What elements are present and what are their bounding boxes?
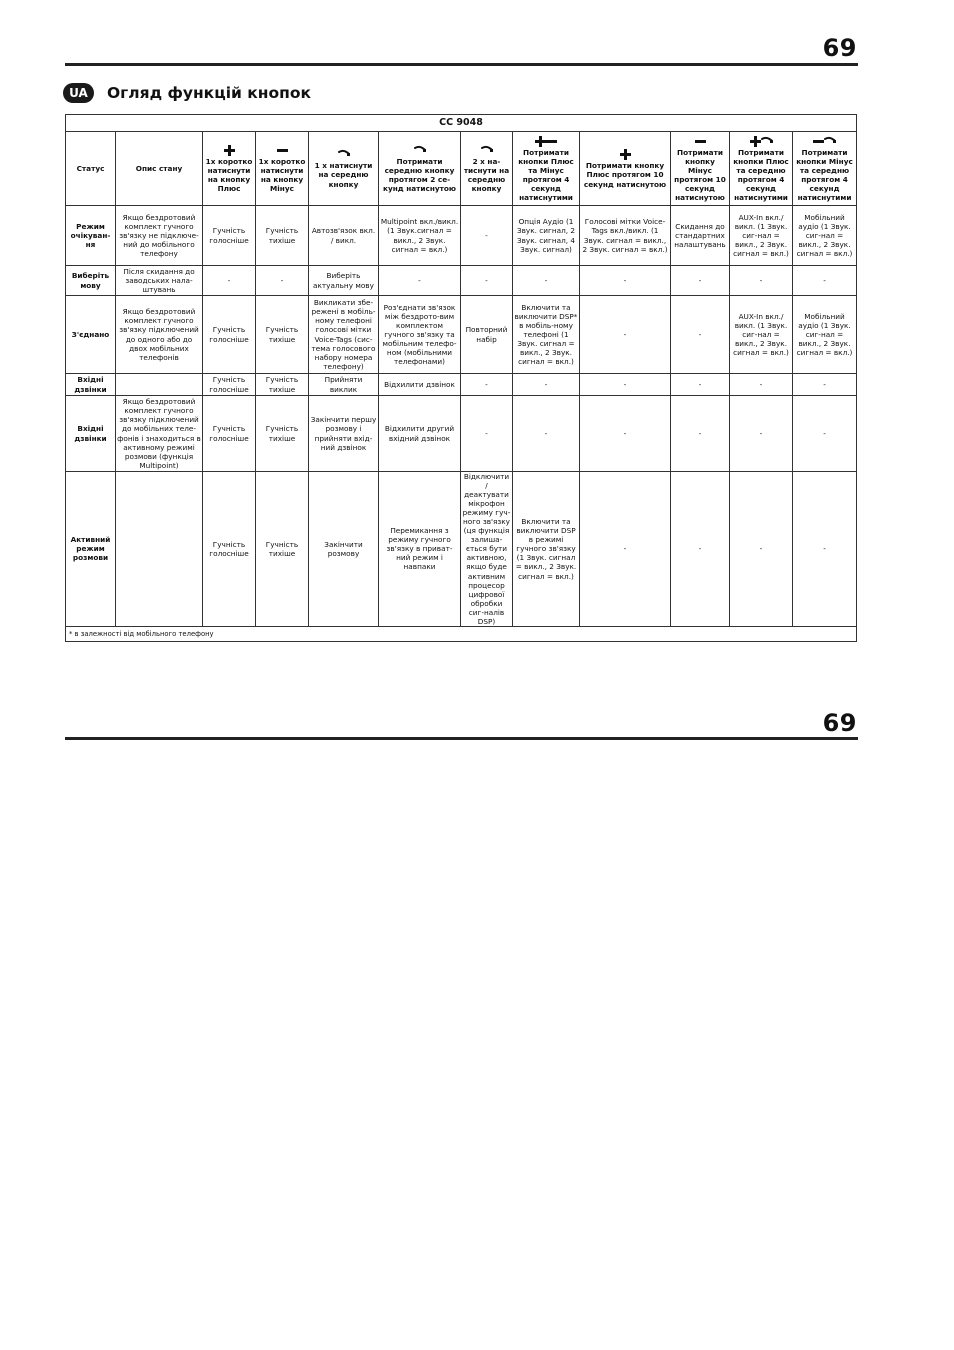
bottom-rule (65, 737, 858, 740)
footnote: * в залежності від мобільного телефону (66, 626, 857, 641)
function-header (513, 132, 580, 206)
header-row (66, 132, 857, 206)
status-cell: Виберіть мову (66, 266, 116, 296)
status-cell: З'єднано (66, 296, 116, 374)
function-header-label: 1x коротко натиснути на кнопку Плюс (205, 156, 253, 194)
function-cell: Гучність голосніше (203, 396, 256, 472)
function-header (256, 132, 309, 206)
description-cell (116, 472, 203, 627)
function-cell: - (730, 472, 793, 627)
function-cell: - (203, 266, 256, 296)
button-functions-table (65, 114, 857, 642)
top-rule (65, 63, 858, 66)
function-header-label: 1x коротко натиснути на кнопку Мінус (258, 156, 306, 194)
function-cell: Гучність голосніше (203, 374, 256, 396)
plus-icon (535, 134, 546, 148)
phone-icon (414, 143, 426, 157)
function-cell: - (671, 296, 730, 374)
function-header-label: 1 x натиснути на середню кнопку (314, 161, 373, 189)
function-cell: Відхилити дзвінок (379, 374, 461, 396)
model-name: CC 9048 (66, 115, 857, 132)
function-header-label: Потримати середню кнопку протягом 2 се-кунд натиснутою (383, 156, 456, 194)
function-cell: Закінчити першу розмову і прийняти вхід-ний дзвінок (309, 396, 379, 472)
function-cell: - (671, 266, 730, 296)
function-header (379, 132, 461, 206)
function-cell: Перемикання з режиму гучного зв'язку в приват-ний режим і навпаки (379, 472, 461, 627)
function-cell: - (671, 396, 730, 472)
page-number-top: 69 (822, 34, 857, 62)
function-cell: - (730, 374, 793, 396)
phone-icon (481, 143, 493, 157)
function-cell: Гучність голосніше (203, 206, 256, 266)
function-header-label: Потримати кнопки Плюс та середню протягом 4 секунд натиснутими (733, 147, 789, 203)
function-cell: - (513, 266, 580, 296)
function-cell: Мобільний аудіо (1 Звук. сиг-нал = викл., 2 Звук. сигнал = вкл.) (793, 296, 857, 374)
function-cell: Гучність тихіше (256, 374, 309, 396)
function-cell: - (461, 206, 513, 266)
description-cell: Якщо бездротовий комплект гучного зв'язку не підключе-ний до мобільного телефону (116, 206, 203, 266)
table-row (66, 396, 857, 472)
function-header-label: 2 x на-тиснути на середню кнопку (463, 156, 510, 194)
function-cell: Скидання до стандартних налаштувань (671, 206, 730, 266)
description-cell: Якщо бездротовий комплект гучного зв'язку підключений до одного або до двох мобільних телефонів (116, 296, 203, 374)
function-cell: Мобільний аудіо (1 Звук. сиг-нал = викл., 2 Звук. сигнал = вкл.) (793, 206, 857, 266)
function-cell: Автозв'язок вкл. / викл. (309, 206, 379, 266)
function-cell: AUX-In вкл./викл. (1 Звук. сиг-нал = викл., 2 Звук. сигнал = вкл.) (730, 296, 793, 374)
function-cell: - (379, 266, 461, 296)
function-header-label: Потримати кнопку Мінус протягом 10 секунд натиснутою (674, 147, 726, 203)
function-cell: AUX-In вкл./викл. (1 Звук. сиг-нал = викл., 2 Звук. сигнал = вкл.) (730, 206, 793, 266)
function-header (309, 132, 379, 206)
function-cell: Multipoint вкл./викл. (1 Звук.сигнал = викл., 2 Звук. сигнал = вкл.) (379, 206, 461, 266)
function-header (730, 132, 793, 206)
function-cell: - (793, 266, 857, 296)
status-header: Статус (66, 132, 116, 206)
function-header-label: Потримати кнопки Плюс та Мінус протягом 4 секунд натиснутими (518, 147, 574, 203)
function-cell: Відключити / деактувати мікрофон режиму гуч-ного зв'язку (ця функція залиша-ється бути активною, якщо буде активним процесор цифрової обробки сиг-налів DSP) (461, 472, 513, 627)
function-cell: Відхилити другий вхідний дзвінок (379, 396, 461, 472)
phone-icon (824, 134, 836, 148)
function-cell: - (730, 396, 793, 472)
function-header (461, 132, 513, 206)
table-row (66, 374, 857, 396)
plus-icon (750, 134, 761, 148)
function-cell: - (671, 472, 730, 627)
function-cell: Прийняти виклик (309, 374, 379, 396)
description-cell: Після скидання до заводських нала-штувань (116, 266, 203, 296)
minus-icon (813, 134, 824, 148)
table-row (66, 206, 857, 266)
language-badge: UA (63, 83, 94, 103)
function-cell: Включити та виключити DSP* в мобіль-ному телефоні (1 Звук. сигнал = викл., 2 Звук. сигнал = вкл.) (513, 296, 580, 374)
function-header (671, 132, 730, 206)
description-cell: Якщо бездротовий комплект гучного зв'язку підключений до мобільних теле-фонів і знаходиться в активному режимі розмови (функція Multipoint) (117, 397, 201, 470)
phone-icon (338, 147, 350, 161)
function-header (580, 132, 671, 206)
function-cell: - (793, 374, 857, 396)
function-cell: - (730, 266, 793, 296)
function-cell: - (580, 296, 671, 374)
table-row (66, 472, 857, 627)
status-cell: Вхідні дзвінки (66, 374, 116, 396)
function-cell: Закінчити розмову (309, 472, 379, 627)
function-cell: Виберіть актуальну мову (309, 266, 379, 296)
function-cell: Гучність голосніше (203, 296, 256, 374)
description-cell (116, 374, 203, 396)
function-cell: Включити та виключити DSP в режимі гучного зв'язку (1 Звук. сигнал = викл., 2 Звук. сигнал = вкл.) (513, 472, 580, 627)
table-row (66, 296, 857, 374)
function-cell: - (793, 472, 857, 627)
function-cell: Гучність тихіше (256, 206, 309, 266)
minus-icon (277, 143, 288, 157)
section-heading (63, 82, 311, 104)
function-cell: Голосові мітки Voice-Tags вкл./викл. (1 Звук. сигнал = викл., 2 Звук. сигнал = вкл.) (580, 206, 671, 266)
function-cell: - (513, 396, 580, 472)
status-cell: Вхідні дзвінки (66, 396, 116, 472)
function-cell: - (793, 396, 857, 472)
function-cell: - (580, 374, 671, 396)
function-cell: - (461, 266, 513, 296)
plus-icon (224, 143, 235, 157)
status-cell: Режим очікуван-ня (66, 206, 116, 266)
table-row (66, 266, 857, 296)
function-header (203, 132, 256, 206)
function-cell: Опція Аудіо (1 Звук. сигнал, 2 Звук. сигнал, 4 Звук. сигнал) (513, 206, 580, 266)
page-title: Огляд функцій кнопок (107, 84, 312, 102)
function-cell: - (580, 266, 671, 296)
function-cell: - (461, 374, 513, 396)
function-cell: - (580, 396, 671, 472)
minus-icon (695, 134, 706, 148)
function-cell: Гучність тихіше (256, 472, 309, 627)
plus-icon (620, 147, 631, 161)
function-cell: - (671, 374, 730, 396)
function-cell: - (461, 396, 513, 472)
function-cell: Викликати збе-режені в мобіль-ному телефоні голосові мітки Voice-Tags (сис-тема голосового набору номера телефону) (309, 296, 379, 374)
function-cell: Повторний набір (461, 296, 513, 374)
function-header-label: Потримати кнопку Плюс протягом 10 секунд натиснутою (583, 161, 667, 189)
function-cell: - (256, 266, 309, 296)
function-cell: - (513, 374, 580, 396)
function-cell: Гучність тихіше (256, 396, 309, 472)
function-cell: Гучність тихіше (256, 296, 309, 374)
function-cell: - (580, 472, 671, 627)
function-header (793, 132, 857, 206)
description-header: Опис стану (116, 132, 203, 206)
minus-icon (546, 134, 557, 148)
status-cell: Активний режим розмови (66, 472, 116, 627)
function-cell: Гучність голосніше (203, 472, 256, 627)
page-number-bottom: 69 (822, 709, 857, 737)
phone-icon (761, 134, 773, 148)
function-header-label: Потримати кнопки Мінус та середню протягом 4 секунд натиснутими (796, 147, 853, 203)
function-cell: Роз'єднати зв'язок між бездрото-вим комплектом гучного зв'язку та мобільним телефо-ном (мобільними телефонами) (379, 296, 461, 374)
